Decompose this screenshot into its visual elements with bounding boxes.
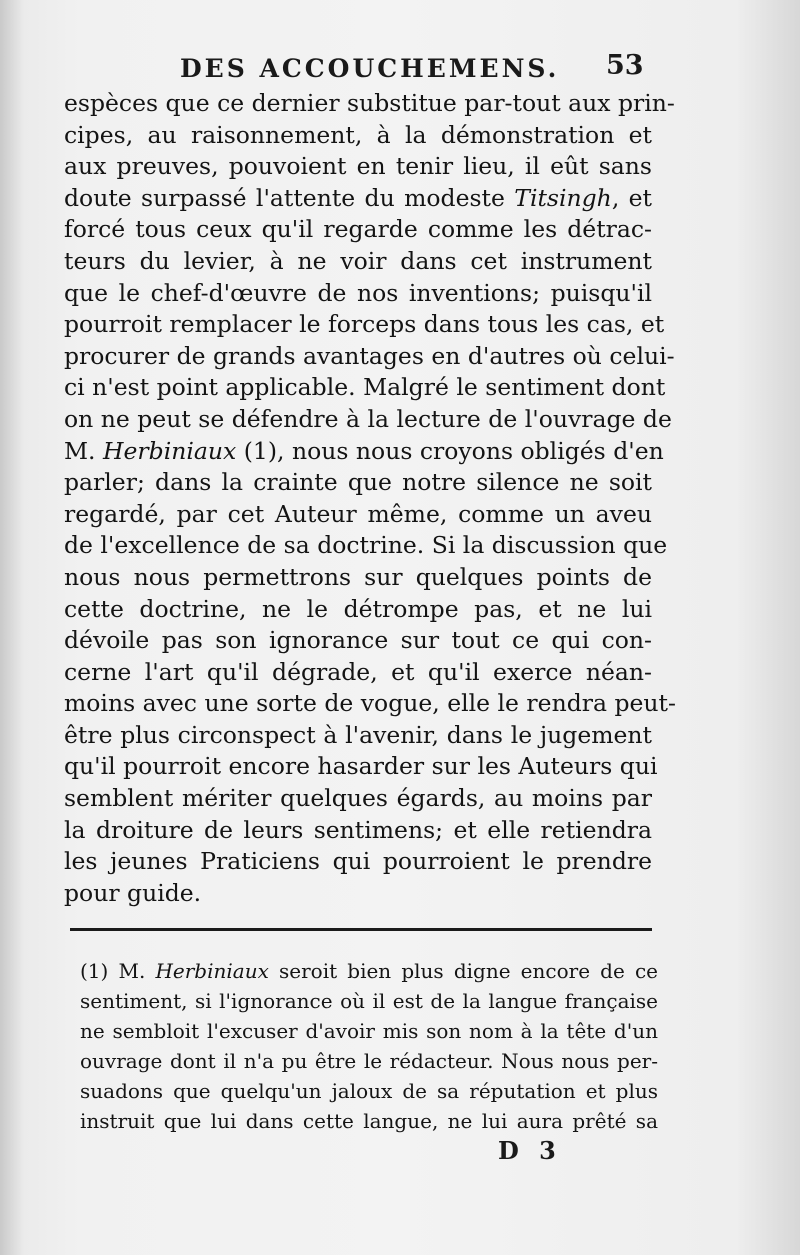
signature-mark: D 3 bbox=[498, 1136, 562, 1165]
text-line: la droiture de leurs sentimens; et elle retiendra bbox=[64, 815, 652, 844]
text-line: procurer de grands avantages en d'autres où celui- bbox=[64, 341, 675, 370]
text-line: être plus circonspect à l'avenir, dans le jugement bbox=[64, 720, 652, 749]
text-line: ci n'est point applicable. Malgré le sentiment dont bbox=[64, 373, 666, 402]
footnote-line: instruit que lui dans cette langue, ne lui aura prêté sa bbox=[80, 1109, 658, 1133]
text-line: doute surpassé l'attente du modeste Titsingh, et bbox=[64, 183, 653, 212]
footnote-line: (1) M. Herbiniaux seroit bien plus digne encore de ce bbox=[80, 959, 658, 983]
text-line: on ne peut se défendre à la lecture de l'ouvrage de bbox=[64, 404, 672, 433]
text-line: semblent mériter quelques égards, au moins par bbox=[64, 784, 652, 813]
text-line: qu'il pourroit encore hasarder sur les Auteurs qui bbox=[64, 752, 658, 781]
text-line: parler; dans la crainte que notre silence ne soit bbox=[64, 468, 652, 497]
footnote-separator-rule bbox=[70, 928, 652, 931]
running-head bbox=[0, 50, 800, 90]
text-line: cerne l'art qu'il dégrade, et qu'il exerce néan- bbox=[64, 657, 652, 686]
text-line: cipes, au raisonnement, à la démonstration et bbox=[64, 120, 652, 149]
text-line: pourroit remplacer le forceps dans tous les cas, et bbox=[64, 310, 665, 339]
text-line: dévoile pas son ignorance sur tout ce qui con- bbox=[64, 626, 652, 655]
text-line-last: pour guide. bbox=[64, 878, 202, 907]
text-line: aux preuves, pouvoient en tenir lieu, il eût sans bbox=[64, 152, 652, 181]
text-line: que le chef-d'œuvre de nos inventions; puisqu'il bbox=[64, 278, 652, 307]
text-line: regardé, par cet Auteur même, comme un aveu bbox=[64, 499, 652, 528]
main-text-block bbox=[64, 88, 676, 909]
text-line: forcé tous ceux qu'il regarde comme les détrac- bbox=[64, 215, 652, 244]
footnote-line: sentiment, si l'ignorance où il est de la langue française bbox=[80, 989, 658, 1013]
text-line: les jeunes Praticiens qui pourroient le prendre bbox=[64, 847, 652, 876]
running-title: DES ACCOUCHEMENS. bbox=[180, 54, 560, 83]
footnote-block bbox=[80, 956, 658, 1136]
page-number: 53 bbox=[606, 50, 644, 81]
text-line: cette doctrine, ne le détrompe pas, et ne lui bbox=[64, 594, 652, 623]
text-line: teurs du levier, à ne voir dans cet instrument bbox=[64, 246, 652, 275]
footnote-line: suadons que quelqu'un jaloux de sa réputation et plus bbox=[80, 1079, 658, 1103]
text-line: espèces que ce dernier substitue par-tout aux prin- bbox=[64, 89, 675, 117]
text-line: M. Herbiniaux (1), nous nous croyons obligés d'en bbox=[64, 436, 664, 465]
text-line: nous nous permettrons sur quelques points de bbox=[64, 562, 652, 591]
text-line: moins avec une sorte de vogue, elle le rendra peut- bbox=[64, 689, 676, 718]
footnote-line: ne sembloit l'excuser d'avoir mis son nom à la tête d'un bbox=[80, 1019, 658, 1043]
text-line: de l'excellence de sa doctrine. Si la discussion que bbox=[64, 531, 668, 560]
footnote-line: ouvrage dont il n'a pu être le rédacteur. Nous nous per- bbox=[80, 1049, 658, 1073]
